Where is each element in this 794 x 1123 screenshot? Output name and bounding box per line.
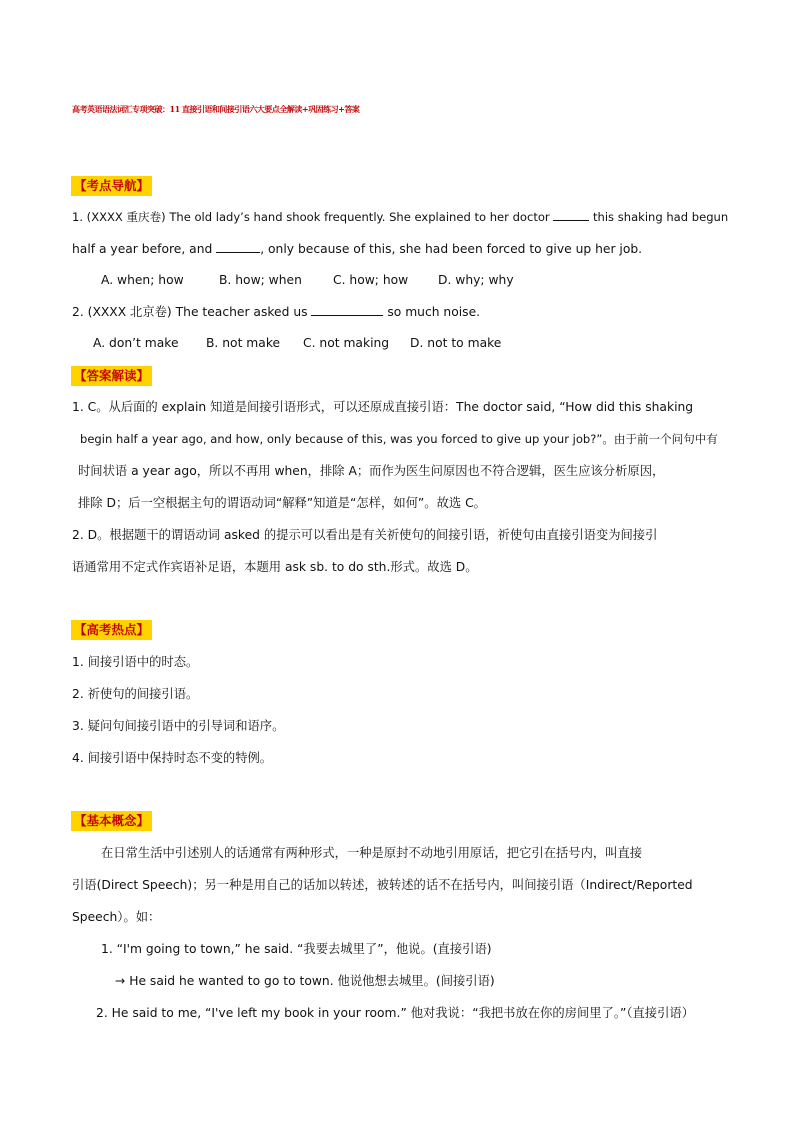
q1-text-2a: half a year before, and — [72, 242, 217, 256]
q1-text-2b: , only because of this, she had been forced to give up her job. — [260, 242, 643, 256]
answer-blank — [216, 241, 260, 253]
hot-point-item: 4. 间接引语中保持时态不变的特例。 — [72, 751, 273, 765]
q1-option-c: C. how; how — [333, 273, 409, 287]
q1-line-1 — [72, 208, 728, 226]
hot-point-item: 1. 间接引语中的时态。 — [72, 655, 199, 669]
answer-line: 1. C。从后面的 explain 知道是间接引语形式，可以还原成直接引语：The doctor said, “How did this shaking — [72, 400, 694, 414]
q2-option-d: D. not to make — [410, 336, 502, 350]
concept-line: 引语(Direct Speech)；另一种是用自己的话加以转述，被转述的话不在括号内，叫间接引语（Indirect/Reported — [72, 878, 693, 892]
q1-option-d: D. why; why — [438, 273, 514, 287]
q1-option-a: A. when; how — [101, 273, 184, 287]
q2-option-b: B. not make — [206, 336, 281, 350]
answer-line: 2. D。根据题干的谓语动词 asked 的提示可以看出是有关祈使句的间接引语，祈使句由直接引语变为间接引 — [72, 528, 658, 542]
section-tag-nav: 【考点导航】 — [71, 176, 152, 196]
section-tag-concept: 【基本概念】 — [71, 811, 152, 831]
answer-line: 排除 D；后一空根据主句的谓语动词“解释”知道是“怎样，如何”。故选 C。 — [78, 496, 486, 510]
answer-line: 语通常用不定式作宾语补足语，本题用 ask sb. to do sth.形式。故选 D。 — [72, 560, 478, 574]
hot-point-item: 2. 祈使句的间接引语。 — [72, 687, 199, 701]
q1-line-2 — [72, 240, 642, 258]
section-tag-answer: 【答案解读】 — [71, 366, 152, 386]
q1-text-1a: 1. (XXXX 重庆卷) The old lady’s hand shook frequently. She explained to her doctor — [72, 210, 554, 224]
q2-option-a: A. don’t make — [93, 336, 179, 350]
hot-point-item: 3. 疑问句间接引语中的引导词和语序。 — [72, 719, 285, 733]
answer-blank — [553, 209, 589, 221]
answer-blank — [311, 304, 383, 316]
answer-line: 时间状语 a year ago，所以不再用 when，排除 A；而作为医生问原因也不符合逻辑，医生应该分析原因， — [78, 464, 665, 478]
example-line: 1. “I'm going to town,” he said. “我要去城里了”，他说。(直接引语) — [101, 942, 492, 956]
section-tag-hot: 【高考热点】 — [71, 620, 152, 640]
q2-text-1b: so much noise. — [383, 305, 481, 319]
concept-line: 在日常生活中引述别人的话通常有两种形式，一种是原封不动地引用原话，把它引在括号内，叫直接 — [101, 846, 643, 860]
q2-option-c: C. not making — [303, 336, 390, 350]
q2-text-1a: 2. (XXXX 北京卷) The teacher asked us — [72, 305, 312, 319]
example-line: → He said he wanted to go to town. 他说他想去城里。(间接引语) — [115, 974, 495, 988]
answer-line: begin half a year ago, and how, only because of this, was you forced to give up your job?”。由于前一个问句中有 — [80, 432, 718, 446]
concept-line: Speech）。如： — [72, 910, 161, 924]
q1-text-1b: this shaking had begun — [589, 210, 729, 224]
q2-line-1 — [72, 303, 480, 321]
q1-option-b: B. how; when — [219, 273, 302, 287]
document-title: 高考英语语法词汇专项突破：11 直接引语和间接引语六大要点全解读+巩固练习+答案 — [72, 104, 360, 114]
example-line: 2. He said to me, “I've left my book in your room.” 他对我说：“我把书放在你的房间里了。”（直接引语） — [96, 1006, 694, 1020]
